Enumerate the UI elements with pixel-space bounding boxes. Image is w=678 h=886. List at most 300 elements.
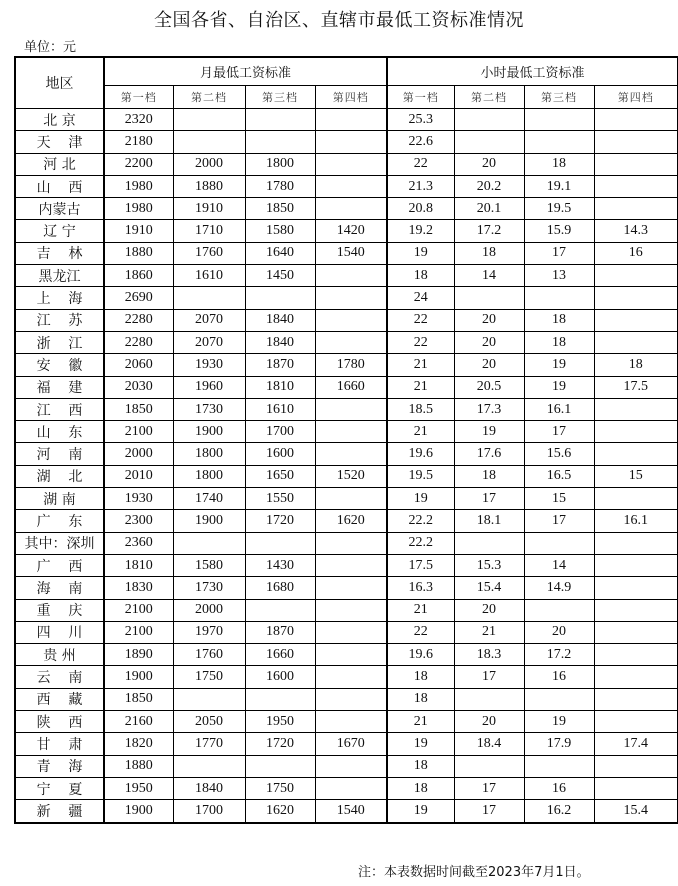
hourly-tier-3-cell [524,688,594,710]
hourly-tier-4-cell: 17.5 [594,376,678,398]
monthly-tier-3-cell: 1450 [245,265,315,287]
monthly-tier-2-cell: 1880 [173,175,245,197]
table-row [15,109,678,131]
table-row [15,800,678,823]
monthly-tier-2-cell: 1580 [173,554,245,576]
monthly-tier-2-cell: 1750 [173,666,245,688]
hourly-tier-1-cell: 18 [387,666,454,688]
monthly-tier-4-cell: 1520 [315,465,387,487]
hourly-tier-2-cell: 19 [454,421,524,443]
region-cell: 新 疆 [15,800,104,823]
hourly-tier-2-cell: 21 [454,621,524,643]
hourly-tier-1-cell: 22 [387,309,454,331]
hourly-tier-4-cell [594,153,678,175]
hourly-tier-1-header: 第一档 [387,86,454,109]
monthly-tier-1-header: 第一档 [104,86,173,109]
monthly-tier-1-cell: 1900 [104,800,173,823]
monthly-tier-4-cell [315,777,387,799]
hourly-tier-2-cell: 20 [454,599,524,621]
hourly-tier-4-cell [594,577,678,599]
hourly-tier-2-cell: 20.5 [454,376,524,398]
hourly-tier-4-cell [594,755,678,777]
region-cell: 重 庆 [15,599,104,621]
monthly-tier-3-cell [245,688,315,710]
monthly-tier-2-cell: 1960 [173,376,245,398]
hourly-tier-2-cell: 17 [454,800,524,823]
monthly-tier-4-header: 第四档 [315,86,387,109]
hourly-tier-3-cell: 19 [524,376,594,398]
hourly-tier-3-cell: 20 [524,621,594,643]
region-cell: 上 海 [15,287,104,309]
monthly-tier-3-cell: 1600 [245,443,315,465]
hourly-tier-4-cell [594,532,678,554]
monthly-tier-2-cell: 1770 [173,733,245,755]
hourly-tier-1-cell: 22.6 [387,131,454,153]
monthly-tier-1-cell: 2200 [104,153,173,175]
hourly-tier-1-cell: 19.5 [387,465,454,487]
hourly-tier-4-cell: 15 [594,465,678,487]
hourly-tier-3-cell: 14 [524,554,594,576]
table-row [15,331,678,353]
monthly-tier-1-cell: 1850 [104,688,173,710]
monthly-tier-2-header: 第二档 [173,86,245,109]
monthly-tier-3-cell: 1660 [245,644,315,666]
hourly-tier-2-cell: 18 [454,465,524,487]
table-row [15,131,678,153]
hourly-tier-2-cell: 17 [454,666,524,688]
table-row [15,532,678,554]
table-row [15,510,678,532]
monthly-tier-1-cell: 2280 [104,331,173,353]
hourly-tier-2-cell [454,755,524,777]
monthly-tier-3-cell: 1780 [245,175,315,197]
hourly-tier-1-cell: 19.6 [387,644,454,666]
table-row [15,554,678,576]
monthly-tier-4-cell [315,621,387,643]
monthly-tier-2-cell: 1900 [173,421,245,443]
hourly-tier-2-cell [454,131,524,153]
hourly-tier-1-cell: 21 [387,599,454,621]
monthly-tier-4-cell [315,554,387,576]
region-cell: 甘 肃 [15,733,104,755]
hourly-tier-4-header: 第四档 [594,86,678,109]
monthly-tier-3-cell [245,131,315,153]
hourly-tier-3-cell: 17 [524,242,594,264]
monthly-tier-3-cell: 1850 [245,198,315,220]
hourly-tier-3-cell: 17.2 [524,644,594,666]
hourly-tier-4-cell [594,421,678,443]
hourly-tier-2-cell [454,688,524,710]
hourly-tier-3-cell: 17 [524,510,594,532]
monthly-tier-4-cell [315,488,387,510]
monthly-tier-4-cell [315,198,387,220]
table-row [15,242,678,264]
monthly-tier-2-cell: 2070 [173,331,245,353]
footnote: 注：本表数据时间截至2023年7月1日。 [358,865,590,880]
monthly-tier-4-cell [315,688,387,710]
monthly-tier-2-cell [173,131,245,153]
hourly-tier-3-cell [524,109,594,131]
monthly-tier-4-cell [315,265,387,287]
table-row [15,599,678,621]
monthly-tier-3-cell: 1600 [245,666,315,688]
table-row [15,733,678,755]
monthly-tier-3-cell: 1840 [245,309,315,331]
hourly-tier-1-cell: 19 [387,733,454,755]
monthly-tier-1-cell: 1820 [104,733,173,755]
hourly-tier-2-cell: 18.1 [454,510,524,532]
minimum-wage-table [14,56,678,824]
monthly-tier-4-cell [315,532,387,554]
hourly-tier-1-cell: 18 [387,777,454,799]
region-cell: 河 南 [15,443,104,465]
monthly-tier-2-cell [173,755,245,777]
hourly-tier-3-cell: 19.5 [524,198,594,220]
region-cell: 陕 西 [15,711,104,733]
hourly-tier-2-cell: 20 [454,309,524,331]
monthly-tier-3-cell: 1870 [245,354,315,376]
hourly-tier-3-cell: 16.2 [524,800,594,823]
monthly-tier-2-cell: 1800 [173,465,245,487]
monthly-tier-3-cell: 1550 [245,488,315,510]
region-cell: 湖 南 [15,488,104,510]
monthly-tier-1-cell: 1980 [104,198,173,220]
hourly-tier-2-cell: 20 [454,711,524,733]
hourly-tier-3-cell: 15.6 [524,443,594,465]
monthly-tier-2-cell [173,688,245,710]
region-cell: 西 藏 [15,688,104,710]
region-cell: 四 川 [15,621,104,643]
hourly-tier-3-cell: 16 [524,777,594,799]
hourly-tier-4-cell: 16 [594,242,678,264]
monthly-tier-2-cell: 1730 [173,398,245,420]
hourly-tier-1-cell: 19.6 [387,443,454,465]
monthly-tier-4-cell: 1670 [315,733,387,755]
monthly-tier-3-cell: 1640 [245,242,315,264]
region-cell: 江 西 [15,398,104,420]
hourly-tier-1-cell: 24 [387,287,454,309]
monthly-tier-4-cell [315,131,387,153]
region-cell: 天 津 [15,131,104,153]
table-row [15,265,678,287]
monthly-tier-2-cell: 1760 [173,644,245,666]
hourly-tier-2-cell: 20 [454,331,524,353]
hourly-tier-2-cell: 18.3 [454,644,524,666]
hourly-tier-4-cell [594,777,678,799]
table-row [15,777,678,799]
hourly-tier-2-cell [454,287,524,309]
hourly-tier-1-cell: 18 [387,688,454,710]
monthly-tier-3-cell: 1680 [245,577,315,599]
monthly-tier-1-cell: 1950 [104,777,173,799]
monthly-tier-4-cell [315,175,387,197]
region-cell: 山 西 [15,175,104,197]
hourly-tier-4-cell [594,644,678,666]
monthly-tier-1-cell: 1910 [104,220,173,242]
monthly-tier-1-cell: 1880 [104,242,173,264]
hourly-tier-1-cell: 19 [387,800,454,823]
hourly-tier-3-cell: 18 [524,153,594,175]
hourly-tier-4-cell [594,309,678,331]
monthly-tier-3-cell: 1750 [245,777,315,799]
hourly-tier-2-cell [454,109,524,131]
hourly-tier-2-cell: 17 [454,488,524,510]
table-row [15,309,678,331]
table-row [15,644,678,666]
hourly-tier-3-cell: 18 [524,331,594,353]
hourly-tier-3-cell [524,599,594,621]
monthly-tier-1-cell: 2180 [104,131,173,153]
hourly-tier-4-cell: 15.4 [594,800,678,823]
monthly-tier-2-cell: 1900 [173,510,245,532]
hourly-tier-4-cell [594,599,678,621]
monthly-tier-3-cell: 1950 [245,711,315,733]
monthly-tier-3-cell [245,287,315,309]
monthly-tier-2-cell: 1910 [173,198,245,220]
monthly-tier-3-cell: 1620 [245,800,315,823]
monthly-tier-1-cell: 1890 [104,644,173,666]
monthly-tier-1-cell: 1860 [104,265,173,287]
hourly-tier-4-cell: 18 [594,354,678,376]
hourly-tier-3-cell: 16 [524,666,594,688]
monthly-tier-1-cell: 1880 [104,755,173,777]
monthly-tier-1-cell: 2690 [104,287,173,309]
hourly-tier-1-cell: 21 [387,711,454,733]
monthly-tier-4-cell [315,755,387,777]
region-cell: 北 京 [15,109,104,131]
monthly-header: 月最低工资标准 [104,57,387,86]
table-row [15,666,678,688]
hourly-tier-2-cell: 14 [454,265,524,287]
monthly-tier-3-cell: 1800 [245,153,315,175]
monthly-tier-1-cell: 1980 [104,175,173,197]
monthly-tier-1-cell: 2280 [104,309,173,331]
hourly-tier-2-cell [454,532,524,554]
hourly-tier-3-cell [524,287,594,309]
monthly-tier-2-cell: 2070 [173,309,245,331]
hourly-tier-3-cell [524,755,594,777]
monthly-tier-3-cell: 1810 [245,376,315,398]
hourly-tier-1-cell: 18 [387,265,454,287]
monthly-tier-4-cell [315,309,387,331]
monthly-tier-4-cell: 1780 [315,354,387,376]
monthly-tier-1-cell: 2360 [104,532,173,554]
region-cell: 黑龙江 [15,265,104,287]
monthly-tier-3-cell: 1610 [245,398,315,420]
monthly-tier-2-cell: 1800 [173,443,245,465]
monthly-tier-3-cell: 1840 [245,331,315,353]
hourly-tier-1-cell: 25.3 [387,109,454,131]
region-cell: 辽 宁 [15,220,104,242]
hourly-tier-1-cell: 19.2 [387,220,454,242]
monthly-tier-2-cell [173,532,245,554]
hourly-tier-2-cell: 15.4 [454,577,524,599]
region-cell: 安 徽 [15,354,104,376]
hourly-tier-3-cell [524,532,594,554]
hourly-tier-3-cell: 18 [524,309,594,331]
hourly-tier-4-cell [594,198,678,220]
monthly-tier-2-cell: 1710 [173,220,245,242]
region-cell: 宁 夏 [15,777,104,799]
table-row [15,398,678,420]
hourly-tier-4-cell [594,711,678,733]
monthly-tier-1-cell: 2000 [104,443,173,465]
monthly-tier-2-cell [173,287,245,309]
table-row [15,220,678,242]
monthly-tier-1-cell: 2030 [104,376,173,398]
monthly-tier-2-cell: 1700 [173,800,245,823]
monthly-tier-4-cell: 1540 [315,242,387,264]
monthly-tier-4-cell: 1420 [315,220,387,242]
monthly-tier-4-cell [315,331,387,353]
region-cell: 河 北 [15,153,104,175]
region-header: 地区 [15,57,104,109]
monthly-tier-4-cell [315,287,387,309]
monthly-tier-4-cell [315,644,387,666]
monthly-tier-2-cell: 1930 [173,354,245,376]
hourly-tier-3-cell: 19 [524,354,594,376]
monthly-tier-4-cell [315,711,387,733]
monthly-tier-4-cell: 1620 [315,510,387,532]
monthly-tier-4-cell [315,666,387,688]
page-title: 全国各省、自治区、直辖市最低工资标准情况 [154,10,524,31]
hourly-tier-3-cell: 19.1 [524,175,594,197]
monthly-tier-1-cell: 1830 [104,577,173,599]
table-row [15,755,678,777]
monthly-tier-2-cell: 1970 [173,621,245,643]
hourly-tier-4-cell [594,287,678,309]
monthly-tier-2-cell: 2000 [173,153,245,175]
monthly-tier-2-cell: 1740 [173,488,245,510]
region-cell: 浙 江 [15,331,104,353]
monthly-tier-3-cell: 1580 [245,220,315,242]
table-row [15,711,678,733]
hourly-tier-3-header: 第三档 [524,86,594,109]
monthly-tier-2-cell [173,109,245,131]
hourly-tier-4-cell [594,331,678,353]
region-cell: 江 苏 [15,309,104,331]
hourly-tier-1-cell: 19 [387,488,454,510]
monthly-tier-3-cell: 1720 [245,733,315,755]
hourly-tier-1-cell: 22.2 [387,532,454,554]
hourly-tier-4-cell: 16.1 [594,510,678,532]
hourly-tier-4-cell [594,109,678,131]
monthly-tier-3-cell [245,755,315,777]
region-cell: 湖 北 [15,465,104,487]
monthly-tier-1-cell: 2300 [104,510,173,532]
monthly-tier-2-cell: 2000 [173,599,245,621]
monthly-tier-4-cell [315,109,387,131]
table-row [15,175,678,197]
monthly-tier-3-cell [245,599,315,621]
monthly-tier-1-cell: 2320 [104,109,173,131]
hourly-tier-3-cell: 17.9 [524,733,594,755]
hourly-tier-3-cell: 13 [524,265,594,287]
hourly-tier-2-cell: 17.3 [454,398,524,420]
hourly-tier-2-cell: 17 [454,777,524,799]
monthly-tier-3-cell: 1700 [245,421,315,443]
table-row [15,488,678,510]
monthly-tier-2-cell: 1610 [173,265,245,287]
monthly-tier-4-cell [315,577,387,599]
monthly-tier-4-cell [315,443,387,465]
monthly-tier-1-cell: 1900 [104,666,173,688]
table-row [15,198,678,220]
hourly-tier-2-cell: 15.3 [454,554,524,576]
monthly-tier-4-cell: 1540 [315,800,387,823]
hourly-tier-1-cell: 18.5 [387,398,454,420]
hourly-tier-1-cell: 18 [387,755,454,777]
monthly-tier-1-cell: 2100 [104,421,173,443]
hourly-tier-3-cell: 15 [524,488,594,510]
monthly-tier-2-cell: 1840 [173,777,245,799]
hourly-tier-3-cell: 17 [524,421,594,443]
region-cell: 海 南 [15,577,104,599]
monthly-tier-1-cell: 2100 [104,599,173,621]
monthly-tier-4-cell [315,599,387,621]
hourly-tier-2-cell: 17.2 [454,220,524,242]
hourly-tier-3-cell: 14.9 [524,577,594,599]
monthly-tier-3-cell: 1650 [245,465,315,487]
monthly-tier-1-cell: 1850 [104,398,173,420]
monthly-tier-3-cell [245,532,315,554]
hourly-tier-1-cell: 22 [387,621,454,643]
monthly-tier-3-cell: 1430 [245,554,315,576]
region-cell: 广 东 [15,510,104,532]
table-row [15,354,678,376]
table-row [15,465,678,487]
monthly-tier-1-cell: 2100 [104,621,173,643]
monthly-tier-4-cell [315,153,387,175]
hourly-tier-1-cell: 22 [387,331,454,353]
monthly-tier-3-cell: 1720 [245,510,315,532]
hourly-tier-3-cell: 19 [524,711,594,733]
table-row [15,688,678,710]
hourly-tier-3-cell: 16.1 [524,398,594,420]
monthly-tier-1-cell: 2160 [104,711,173,733]
monthly-tier-1-cell: 1810 [104,554,173,576]
hourly-tier-4-cell [594,688,678,710]
hourly-tier-4-cell [594,621,678,643]
hourly-tier-3-cell: 16.5 [524,465,594,487]
table-row [15,153,678,175]
hourly-tier-4-cell [594,554,678,576]
hourly-tier-2-cell: 20.1 [454,198,524,220]
hourly-tier-2-header: 第二档 [454,86,524,109]
hourly-tier-3-cell: 15.9 [524,220,594,242]
hourly-tier-1-cell: 21.3 [387,175,454,197]
table-row [15,287,678,309]
hourly-tier-1-cell: 22.2 [387,510,454,532]
region-cell: 贵 州 [15,644,104,666]
monthly-tier-3-header: 第三档 [245,86,315,109]
region-cell: 吉 林 [15,242,104,264]
monthly-tier-2-cell: 1760 [173,242,245,264]
region-cell: 其中：深圳 [15,532,104,554]
hourly-tier-3-cell [524,131,594,153]
monthly-tier-1-cell: 2060 [104,354,173,376]
monthly-tier-1-cell: 1930 [104,488,173,510]
hourly-tier-1-cell: 20.8 [387,198,454,220]
monthly-tier-3-cell: 1870 [245,621,315,643]
hourly-tier-1-cell: 19 [387,242,454,264]
hourly-tier-4-cell [594,131,678,153]
region-cell: 内蒙古 [15,198,104,220]
unit-label: 单位：元 [24,40,77,55]
monthly-tier-4-cell [315,421,387,443]
monthly-tier-4-cell: 1660 [315,376,387,398]
hourly-tier-1-cell: 17.5 [387,554,454,576]
